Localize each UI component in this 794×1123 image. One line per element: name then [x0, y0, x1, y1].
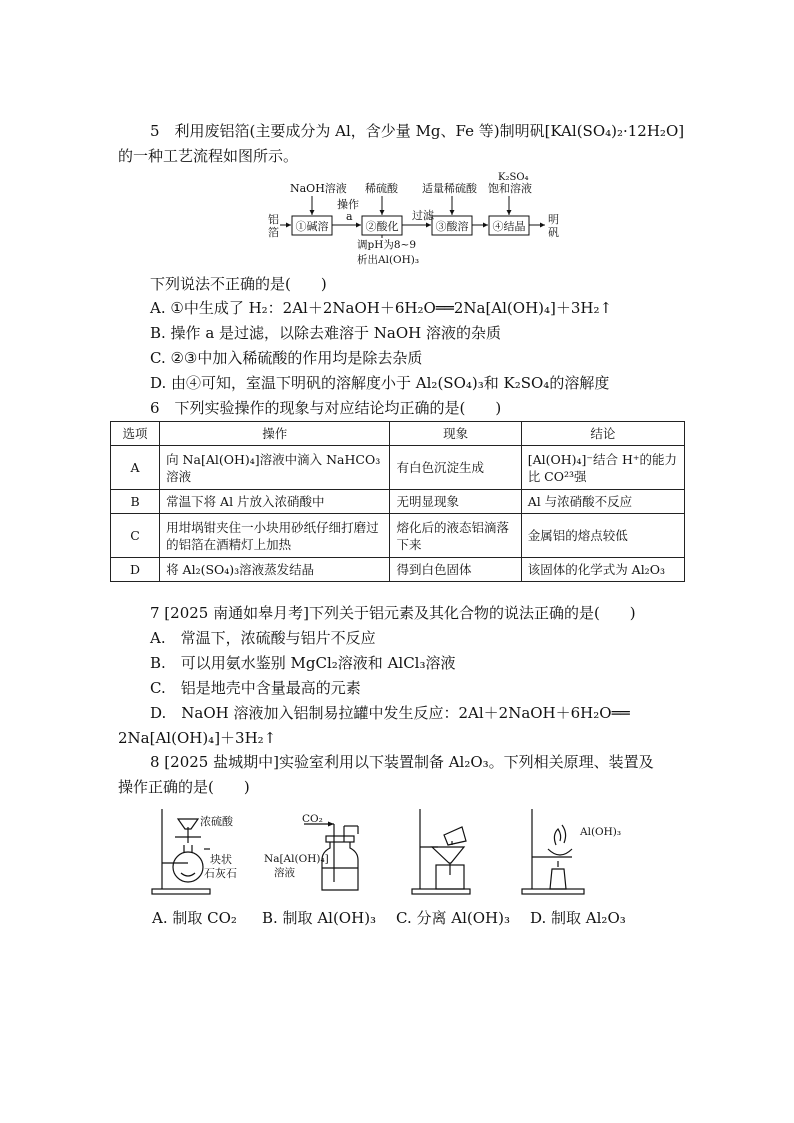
- q7-option-a: A. 常温下，浓硫酸与铝片不反应: [150, 629, 376, 647]
- flow-op-label: 操作: [337, 198, 359, 211]
- flow-step-1: ①碱溶: [295, 220, 329, 233]
- table-row: [111, 514, 685, 558]
- header-option: 选项: [111, 422, 160, 446]
- q5-flow-diagram: [262, 168, 592, 268]
- apparatus-a-figure: [148, 805, 248, 900]
- flow-note-ph: 调pH为8~9: [357, 239, 417, 251]
- flow-reagent-naoh: NaOH溶液: [290, 182, 347, 195]
- apparatus-c-figure: [408, 805, 488, 900]
- row-conclusion: 金属铝的熔点较低: [521, 514, 684, 558]
- label-solution-1: Na[Al(OH)₄]: [264, 853, 329, 865]
- q5-option-d: D. 由④可知，室温下明矾的溶解度小于 Al₂(SO₄)₃和 K₂SO₄的溶解度: [150, 374, 610, 392]
- label-stone-1: 块状: [210, 853, 232, 866]
- flow-step-2: ②酸化: [365, 220, 399, 233]
- q5-option-c: C. ②③中加入稀硫酸的作用均是除去杂质: [150, 349, 423, 367]
- row-phenomenon: 有白色沉淀生成: [390, 446, 521, 490]
- flow-end-1: 明: [548, 213, 559, 226]
- row-phenomenon: 熔化后的液态铝滴落下来: [390, 514, 521, 558]
- row-operation: 用坩埚钳夹住一小块用砂纸仔细打磨过的铝箔在酒精灯上加热: [160, 514, 390, 558]
- q6-table: [110, 421, 685, 582]
- flow-reagent-h2so4: 稀硫酸: [365, 182, 398, 195]
- flow-step-4: ④结晶: [492, 220, 526, 233]
- q7-option-d: D. NaOH 溶液加入铝制易拉罐中发生反应：2Al＋2NaOH＋6H₂O══: [150, 704, 630, 722]
- q5-ask: 下列说法不正确的是( ): [150, 275, 327, 293]
- label-stone-2: 石灰石: [204, 867, 237, 880]
- q8-option-d: D. 制取 Al₂O₃: [530, 909, 626, 927]
- row-option: A: [111, 446, 160, 490]
- row-option: B: [111, 490, 160, 514]
- row-conclusion: Al 与浓硝酸不反应: [521, 490, 684, 514]
- flow-end-2: 矾: [548, 226, 559, 239]
- flow-filter: 过滤: [412, 209, 434, 222]
- q8-option-b: B. 制取 Al(OH)₃: [262, 909, 377, 927]
- row-phenomenon: 无明显现象: [390, 490, 521, 514]
- flow-op-a: a: [346, 210, 353, 223]
- apparatus-b-figure: [262, 812, 372, 897]
- row-conclusion: [Al(OH)₄]⁻结合 H⁺的能力比 CO²³强: [521, 446, 684, 490]
- table-row: [111, 558, 685, 582]
- flow-reagent-dilute: 适量稀硫酸: [422, 182, 477, 195]
- apparatus-d-figure: [518, 805, 628, 900]
- q8-stem-line1: 8 [2025 盐城期中]实验室利用以下装置制备 Al₂O₃。下列相关原理、装置及: [150, 753, 654, 771]
- flow-start-1: 铝: [268, 213, 279, 226]
- q7-option-b: B. 可以用氨水鉴别 MgCl₂溶液和 AlCl₃溶液: [150, 654, 456, 672]
- flow-reagent-k2so4: K₂SO₄: [498, 172, 529, 183]
- flow-reagent-sat: 饱和溶液: [488, 182, 532, 195]
- row-phenomenon: 得到白色固体: [390, 558, 521, 582]
- q7-stem: 7 [2025 南通如皋月考]下列关于铝元素及其化合物的说法正确的是( ): [150, 604, 636, 622]
- q8-stem-line2: 操作正确的是( ): [118, 778, 250, 796]
- label-conc-acid: 浓硫酸: [200, 815, 233, 828]
- q7-option-c: C. 铝是地壳中含量最高的元素: [150, 679, 361, 697]
- row-operation: 向 Na[Al(OH)₄]溶液中滴入 NaHCO₃溶液: [160, 446, 390, 490]
- q8-option-a: A. 制取 CO₂: [152, 909, 237, 927]
- flow-step-3: ③酸溶: [435, 220, 469, 233]
- q5-stem-line2: 的一种工艺流程如图所示。: [118, 147, 299, 165]
- q5-option-b: B. 操作 a 是过滤，以除去难溶于 NaOH 溶液的杂质: [150, 324, 502, 342]
- row-option: D: [111, 558, 160, 582]
- table-header-row: [111, 422, 685, 446]
- row-operation: 常温下将 Al 片放入浓硝酸中: [160, 490, 390, 514]
- flow-start-2: 箔: [268, 226, 279, 239]
- header-phenomenon: 现象: [390, 422, 521, 446]
- header-operation: 操作: [160, 422, 390, 446]
- table-row: [111, 446, 685, 490]
- row-option: C: [111, 514, 160, 558]
- q5-stem-line1: 5 利用废铝箔(主要成分为 Al，含少量 Mg、Fe 等)制明矾[KAl(SO₄)₂·12H₂O]: [150, 122, 685, 140]
- q8-option-c: C. 分离 Al(OH)₃: [396, 909, 510, 927]
- label-co2: CO₂: [302, 813, 323, 825]
- flow-note-precip: 析出Al(OH)₃: [357, 254, 420, 266]
- table-row: [111, 490, 685, 514]
- header-conclusion: 结论: [521, 422, 684, 446]
- label-aloh3: Al(OH)₃: [580, 826, 622, 838]
- row-operation: 将 Al₂(SO₄)₃溶液蒸发结晶: [160, 558, 390, 582]
- q6-stem: 6 下列实验操作的现象与对应结论均正确的是( ): [150, 399, 502, 417]
- q5-option-a: A. ①中生成了 H₂：2Al＋2NaOH＋6H₂O══2Na[Al(OH)₄]＋3H₂↑: [150, 299, 613, 317]
- row-conclusion: 该固体的化学式为 Al₂O₃: [521, 558, 684, 582]
- q7-option-d-continued: 2Na[Al(OH)₄]＋3H₂↑: [118, 729, 277, 747]
- label-solution-2: 溶液: [274, 867, 295, 879]
